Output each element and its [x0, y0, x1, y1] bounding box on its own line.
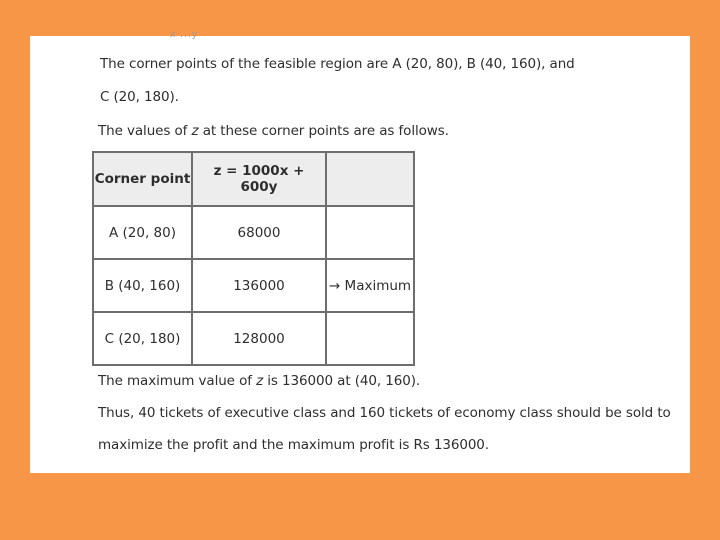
cell-point: A (20, 80) — [93, 206, 192, 259]
maximum-line-post: is 136000 at (40, 160). — [263, 373, 421, 389]
cell-z-value: 68000 — [192, 206, 326, 259]
cell-z-value: 128000 — [192, 312, 326, 365]
values-intro-variable: z — [191, 123, 199, 139]
maximum-line-variable: z — [256, 373, 264, 389]
cell-point: C (20, 180) — [93, 312, 192, 365]
corner-point-table — [92, 151, 415, 366]
maximum-value-line — [98, 373, 420, 389]
conclusion-line-2: maximize the profit and the maximum profit is Rs 136000. — [98, 437, 489, 453]
document-page — [30, 30, 690, 473]
table-row — [93, 259, 414, 312]
values-intro-line — [98, 123, 449, 139]
table-row — [93, 206, 414, 259]
conclusion-line-1: Thus, 40 tickets of executive class and 160 tickets of economy class should be sold to — [98, 405, 671, 421]
maximum-line-pre: The maximum value of — [98, 373, 257, 389]
header-note — [326, 152, 414, 206]
header-corner-point: Corner point — [93, 152, 192, 206]
cell-note — [326, 206, 414, 259]
values-intro-pre: The values of — [98, 123, 192, 139]
cell-note — [326, 312, 414, 365]
table-row — [93, 312, 414, 365]
cell-note: → Maximum — [326, 259, 414, 312]
header-objective: z = 1000x + 600y — [192, 152, 326, 206]
cropped-text-fragment: x ...y — [170, 30, 199, 40]
intro-line-2: C (20, 180). — [100, 89, 179, 105]
values-intro-post: at these corner points are as follows. — [198, 123, 449, 139]
intro-line-1: The corner points of the feasible region are A (20, 80), B (40, 160), and — [100, 56, 575, 72]
table-header-row — [93, 152, 414, 206]
cell-z-value: 136000 — [192, 259, 326, 312]
cell-point: B (40, 160) — [93, 259, 192, 312]
